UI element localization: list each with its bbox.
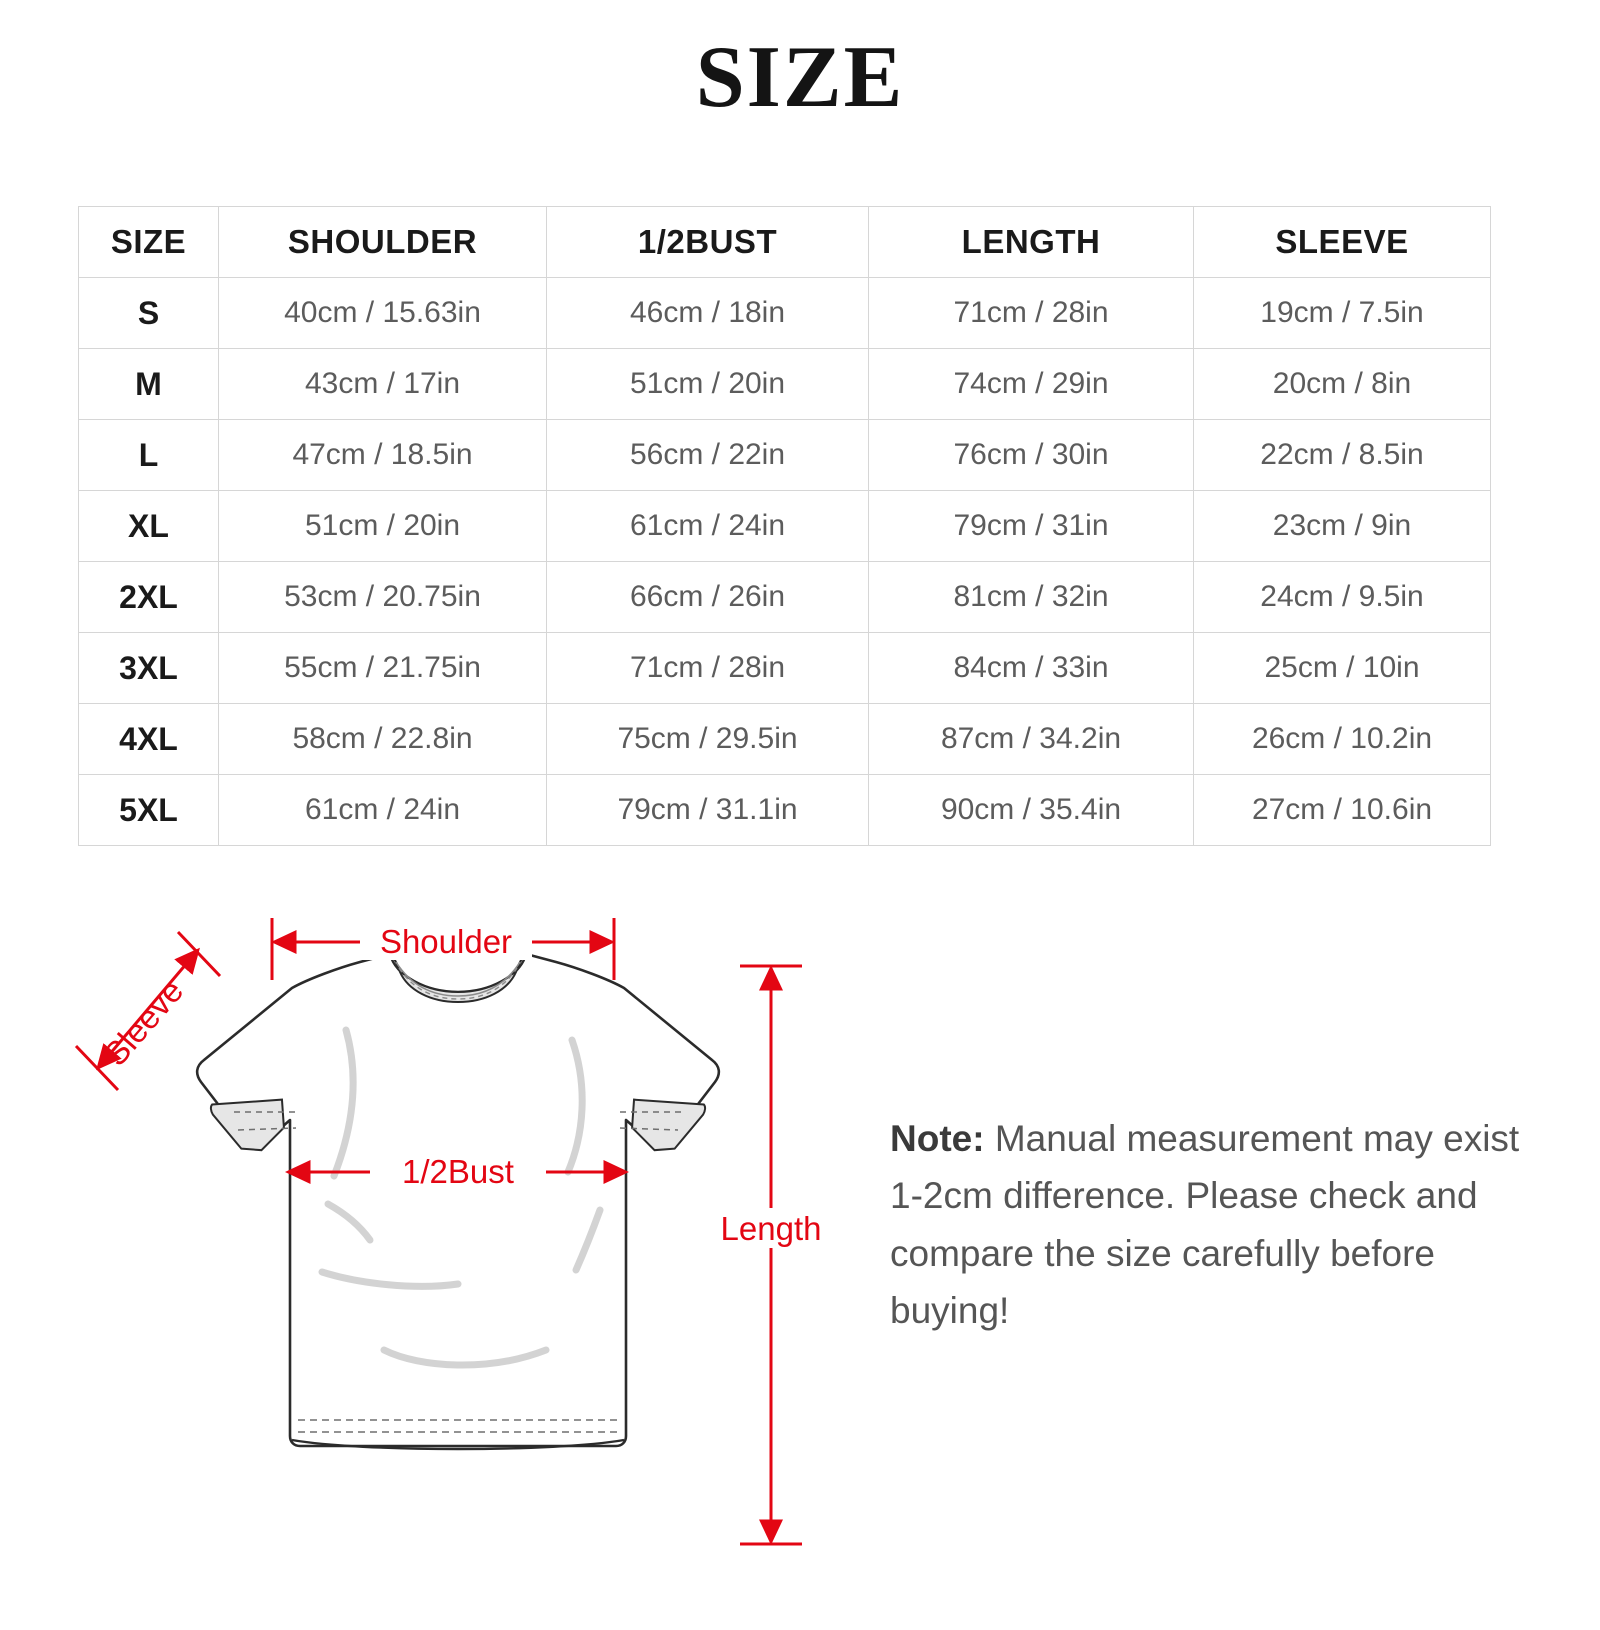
cell-size: 3XL (79, 633, 219, 704)
column-header-sleeve: SLEEVE (1194, 207, 1491, 278)
cell-bust: 66cm / 26in (547, 562, 869, 633)
cell-size: 5XL (79, 775, 219, 846)
cell-shoulder: 61cm / 24in (219, 775, 547, 846)
cell-shoulder: 47cm / 18.5in (219, 420, 547, 491)
cell-sleeve: 23cm / 9in (1194, 491, 1491, 562)
cell-shoulder: 55cm / 21.75in (219, 633, 547, 704)
note-label: Note: (890, 1118, 985, 1159)
cell-size: S (79, 278, 219, 349)
cell-length: 81cm / 32in (869, 562, 1194, 633)
length-dimension (740, 966, 802, 1544)
cell-shoulder: 40cm / 15.63in (219, 278, 547, 349)
bust-label: 1/2Bust (402, 1153, 514, 1190)
table-row (79, 704, 1491, 775)
measurement-note (890, 1110, 1530, 1339)
cell-sleeve: 19cm / 7.5in (1194, 278, 1491, 349)
cell-size: M (79, 349, 219, 420)
column-header-size: SIZE (79, 207, 219, 278)
table-row (79, 349, 1491, 420)
size-chart-table-wrapper (78, 206, 1490, 846)
cell-bust: 46cm / 18in (547, 278, 869, 349)
cell-size: L (79, 420, 219, 491)
column-header-bust: 1/2BUST (547, 207, 869, 278)
table-row (79, 775, 1491, 846)
shoulder-label: Shoulder (379, 923, 513, 960)
cell-length: 79cm / 31in (869, 491, 1194, 562)
cell-bust: 61cm / 24in (547, 491, 869, 562)
cell-shoulder: 43cm / 17in (219, 349, 547, 420)
cell-size: XL (79, 491, 219, 562)
cell-sleeve: 20cm / 8in (1194, 349, 1491, 420)
cell-bust: 75cm / 29.5in (547, 704, 869, 775)
cell-bust: 56cm / 22in (547, 420, 869, 491)
cell-length: 87cm / 34.2in (869, 704, 1194, 775)
cell-shoulder: 53cm / 20.75in (219, 562, 547, 633)
cell-sleeve: 24cm / 9.5in (1194, 562, 1491, 633)
cell-sleeve: 27cm / 10.6in (1194, 775, 1491, 846)
table-row (79, 562, 1491, 633)
cell-bust: 79cm / 31.1in (547, 775, 869, 846)
cell-length: 90cm / 35.4in (869, 775, 1194, 846)
cell-length: 84cm / 33in (869, 633, 1194, 704)
column-header-length: LENGTH (869, 207, 1194, 278)
tshirt-measurement-diagram (60, 880, 850, 1580)
table-header-row (79, 207, 1491, 278)
cell-bust: 51cm / 20in (547, 349, 869, 420)
table-row (79, 633, 1491, 704)
sleeve-label: Sleeve (96, 972, 191, 1073)
cell-length: 71cm / 28in (869, 278, 1194, 349)
length-label: Length (720, 1210, 822, 1247)
cell-sleeve: 25cm / 10in (1194, 633, 1491, 704)
cell-size: 2XL (79, 562, 219, 633)
cell-sleeve: 22cm / 8.5in (1194, 420, 1491, 491)
size-chart-table (78, 206, 1491, 846)
cell-bust: 71cm / 28in (547, 633, 869, 704)
page-title: SIZE (695, 29, 905, 126)
note-text: Manual measurement may exist 1-2cm difference. Please check and compare the size carefully before buying! (890, 1118, 1520, 1332)
cell-shoulder: 51cm / 20in (219, 491, 547, 562)
cell-length: 74cm / 29in (869, 349, 1194, 420)
cell-length: 76cm / 30in (869, 420, 1194, 491)
table-row (79, 420, 1491, 491)
cell-sleeve: 26cm / 10.2in (1194, 704, 1491, 775)
table-row (79, 491, 1491, 562)
cell-shoulder: 58cm / 22.8in (219, 704, 547, 775)
cell-size: 4XL (79, 704, 219, 775)
table-row (79, 278, 1491, 349)
column-header-shoulder: SHOULDER (219, 207, 547, 278)
tshirt-illustration (197, 954, 719, 1446)
